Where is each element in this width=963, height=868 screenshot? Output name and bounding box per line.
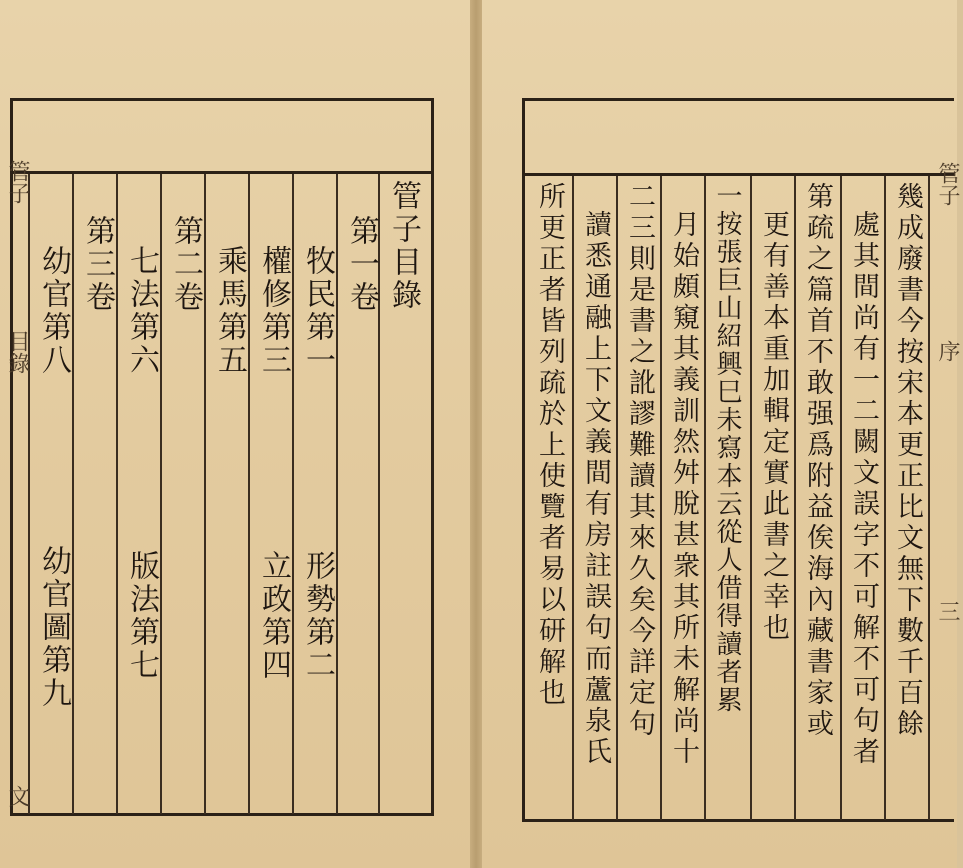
preface-column-4: 更有善本重加輯定實此書之幸也	[758, 210, 789, 644]
left-page	[0, 0, 470, 868]
right-page	[482, 0, 960, 868]
toc-item-3: 權修第三	[256, 245, 291, 377]
preface-column-8: 讀悉通融上下文義間有房註誤句而蘆泉氏	[580, 210, 611, 768]
toc-volume-3: 第三卷	[80, 215, 115, 314]
toc-title: 管子目錄	[386, 180, 421, 312]
left-margin-title: 管子	[5, 160, 30, 204]
preface-column-9: 所更正者皆列疏於上使覽者易以研解也	[534, 182, 565, 709]
left-margin-section: 目錄	[5, 330, 30, 374]
preface-column-3: 第疏之篇首不敢强爲附益俟海內藏書家或	[802, 182, 833, 740]
right-margin-title: 管子	[935, 162, 960, 206]
toc-item-1: 牧民第一	[300, 245, 335, 377]
preface-column-2: 處其間尚有一二闕文誤字不可解不可句者	[848, 210, 879, 768]
preface-column-6: 月始頗窺其義訓然舛脫甚衆其所未解尚十	[668, 210, 699, 768]
toc-item-4: 立政第四	[256, 550, 291, 682]
toc-item-2: 形勢第二	[300, 550, 335, 682]
column-rule	[28, 174, 30, 814]
right-margin-section: 序	[935, 340, 960, 362]
toc-volume-2: 第二卷	[168, 215, 203, 314]
toc-volume-1: 第一卷	[344, 215, 379, 314]
toc-item-7: 版法第七	[124, 550, 159, 682]
preface-column-7: 二三則是書之訛謬難讀其來久矣今詳定句	[624, 182, 655, 740]
right-head-band	[522, 98, 954, 176]
book-gutter	[470, 0, 482, 868]
right-margin-page: 三	[935, 600, 960, 622]
preface-column-5: 一按張巨山紹興巳未寫本云從人借得讀者累	[712, 182, 742, 714]
preface-column-1: 幾成廢書今按宋本更正比文無下數千百餘	[892, 182, 923, 740]
toc-item-5: 乘馬第五	[212, 245, 247, 377]
left-margin-mark: 文	[5, 785, 30, 807]
toc-item-6: 七法第六	[124, 245, 159, 377]
toc-item-8: 幼官第八	[36, 245, 71, 377]
left-head-band	[10, 98, 434, 174]
column-rule	[928, 176, 930, 820]
toc-item-9: 幼官圖第九	[36, 545, 71, 710]
